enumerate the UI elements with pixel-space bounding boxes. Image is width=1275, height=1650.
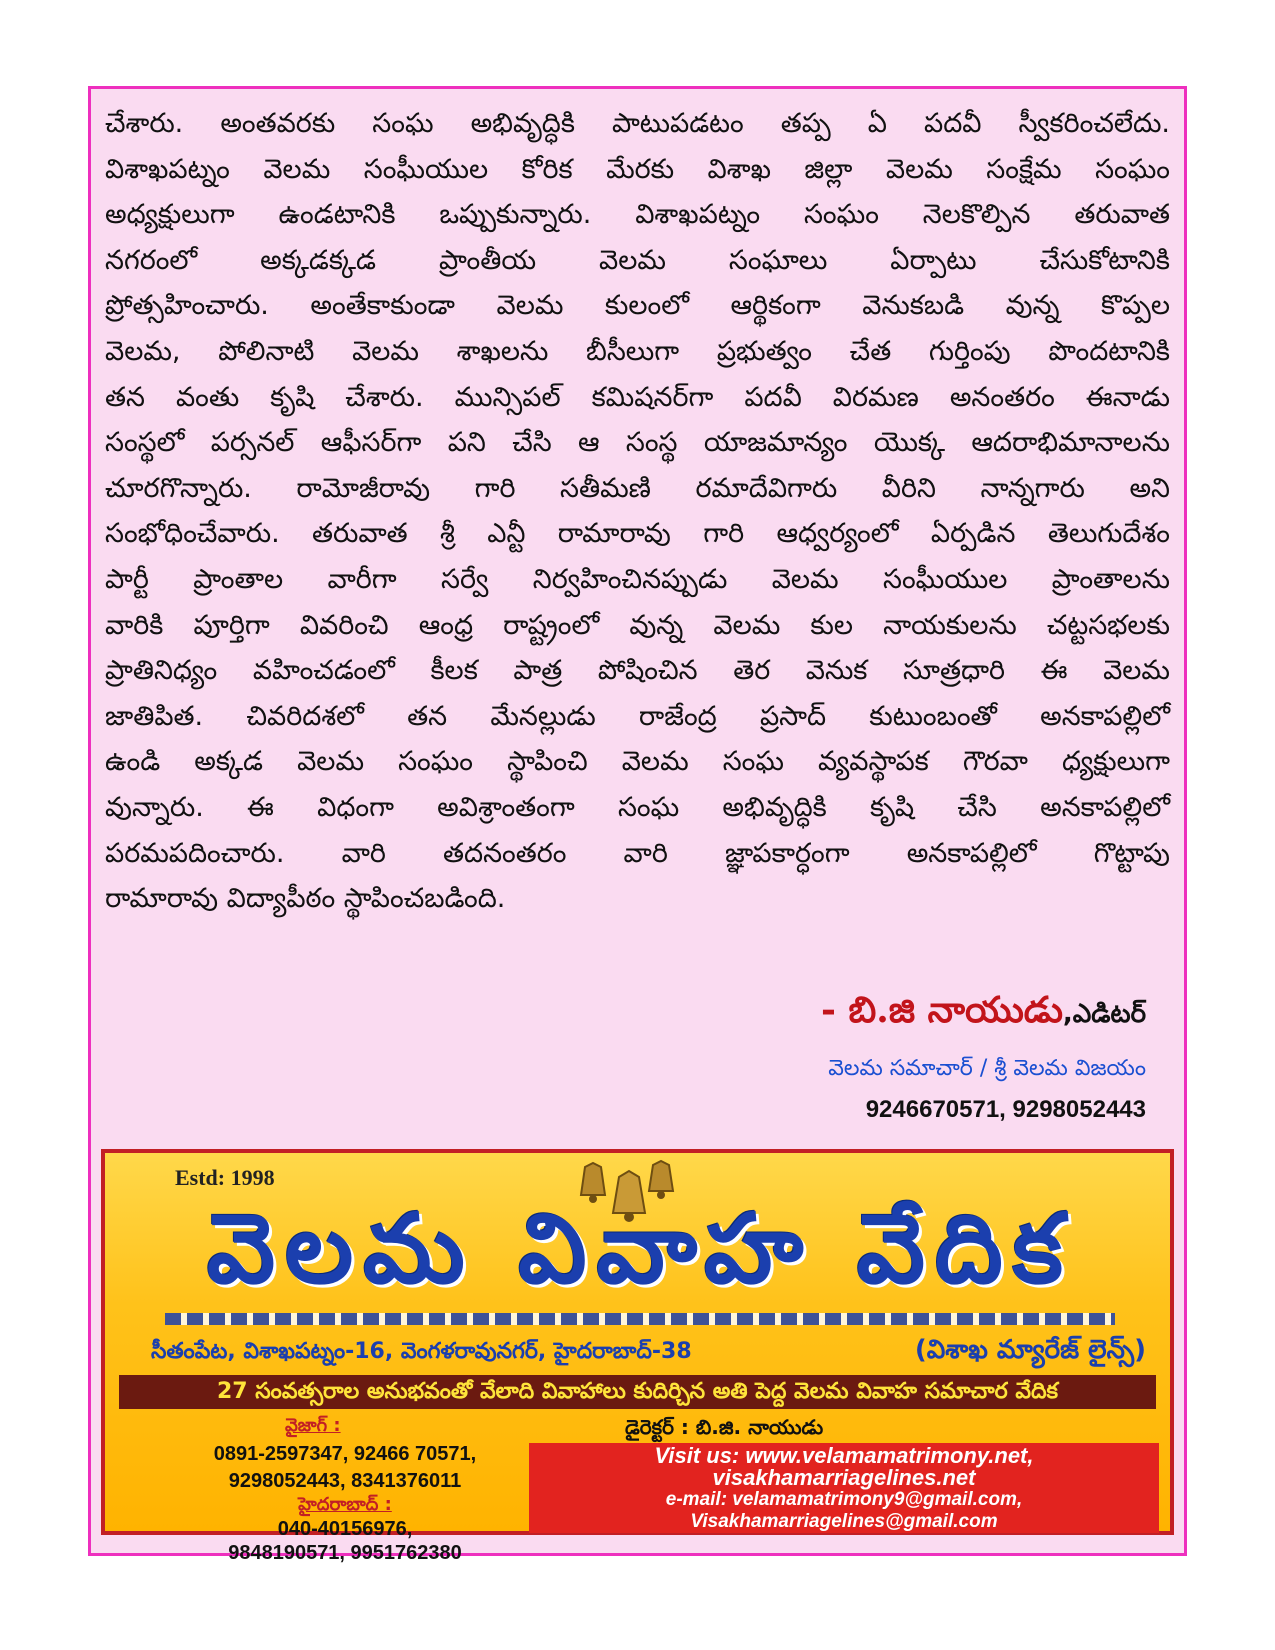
ad-subtitle: (విశాఖ మ్యారేజ్ లైన్స్) xyxy=(914,1335,1146,1365)
ad-vizag-label: వైజాగ్ : xyxy=(285,1415,341,1436)
ad-hyd-phones-line-2: 9848190571, 9951762380 xyxy=(228,1542,462,1564)
ad-contact-box xyxy=(529,1443,1159,1533)
article-line: వెలమ, పోలినాటి వెలమ శాఖలను బీసీలుగా ప్రభుత్వం చేత గుర్తింపు పొందటానికి xyxy=(105,335,1170,367)
ad-vizag-phones-line-2: 9298052443, 8341376011 xyxy=(228,1470,462,1492)
ad-vizag-phones-line-1: 0891-2597347, 92466 70571, xyxy=(213,1443,477,1465)
matrimony-ad-banner xyxy=(101,1149,1174,1564)
ad-address: సీతంపేట, విశాఖపట్నం-16, వెంగళరావునగర్, హైదరాబాద్-38 xyxy=(151,1339,692,1364)
article-line: విశాఖపట్నం వెలమ సంఘీయుల కోరిక మేరకు విశాఖ జిల్లా వెలమ సంక్షేమ సంఘం xyxy=(105,153,1170,185)
ad-title-decoration xyxy=(165,1313,1115,1325)
article-line: ప్రోత్సహించారు. అంతేకాకుండా వెలమ కులంలో ఆర్థికంగా వెనుకబడి వున్న కొప్పల xyxy=(105,290,1170,322)
signature-publications: వెలమ సమాచార్ / శ్రీ వెలమ విజయం xyxy=(828,1056,1146,1081)
ad-website-line-1[interactable]: Visit us: www.velamamatrimony.net, xyxy=(654,1443,1034,1468)
article-line: వున్నారు. ఈ విధంగా అవిశ్రాంతంగా సంఘ అభివృద్ధికి కృషి చేసి అనకాపల్లిలో xyxy=(105,791,1170,823)
article-line: పరమపదించారు. వారి తదనంతరం వారి జ్ఞాపకార్ధంగా అనకాపల్లిలో గొట్టాపు xyxy=(105,837,1170,869)
signature-phones: 9246670571, 9298052443 xyxy=(865,1096,1146,1123)
signature-name: బి.జి నాయుడు xyxy=(848,989,1063,1031)
article-line: సంభోధించేవారు. తరువాత శ్రీ ఎన్టీ రామారావు గారి ఆధ్వర్యంలో ఏర్పడిన తెలుగుదేశం xyxy=(105,518,1170,550)
article-line: వారికి పూర్తిగా వివరించి ఆంధ్ర రాష్ట్రంలో వున్న వెలమ కుల నాయకులను చట్టసభలకు xyxy=(105,609,1170,641)
article-line: పార్టీ ప్రాంతాల వారీగా సర్వే నిర్వహించినప్పుడు వెలమ సంఘీయుల ప్రాంతాలను xyxy=(105,563,1170,595)
article-line: జాతిపిత. చివరిదశలో తన మేనల్లుడు రాజేంద్ర ప్రసాద్ కుటుంబంతో అనకాపల్లిలో xyxy=(105,700,1170,732)
article-line: చూరగొన్నారు. రామోజీరావు గారి సతీమణి రమాదేవిగారు వీరిని నాన్నగారు అని xyxy=(105,472,1170,504)
ad-email-line-1[interactable]: e-mail: velamamatrimony9@gmail.com, xyxy=(665,1489,1023,1510)
article-line: ప్రాతినిధ్యం వహించడంలో కీలక పాత్ర పోషించిన తెర వెనుక సూత్రధారి ఈ వెలమ xyxy=(105,655,1170,687)
ad-title: వెలమ వివాహ వేదిక xyxy=(207,1193,1073,1305)
ad-hyd-phones xyxy=(145,1493,545,1565)
ad-director: డైరెక్టర్ : బి.జి. నాయుడు xyxy=(625,1415,824,1439)
article-line: ఉండి అక్కడ వెలమ సంఘం స్థాపించి వెలమ సంఘ వ్యవస్థాపక గౌరవా ధ్యక్షులుగా xyxy=(105,746,1170,778)
signature-block xyxy=(821,989,1146,1124)
article-line: తన వంతు కృషి చేశారు. మున్సిపల్ కమిషనర్‌గా పదవీ విరమణ అనంతరం ఈనాడు xyxy=(105,381,1170,413)
ad-website-line-2[interactable]: visakhamarriagelines.net xyxy=(712,1465,976,1490)
article-line: నగరంలో అక్కడక్కడ ప్రాంతీయ వెలమ సంఘాలు ఏర్పాటు చేసుకోటానికి xyxy=(105,244,1170,276)
ad-tagline: 27 సంవత్సరాల అనుభవంతో వేలాది వివాహాలు కుదిర్చిన అతి పెద్ద వెలమ వివాహ సమాచార వేదిక xyxy=(119,1375,1156,1409)
article-body xyxy=(105,101,1170,922)
article-line: చేశారు. అంతవరకు సంఘ అభివృద్ధికి పాటుపడటం తప్ప ఏ పదవీ స్వీకరించలేదు. xyxy=(105,108,1170,139)
page-frame xyxy=(88,86,1187,1564)
article-line: అధ్యక్షులుగా ఉండటానికి ఒప్పుకున్నారు. విశాఖపట్నం సంఘం నెలకొల్పిన తరువాత xyxy=(105,199,1170,231)
signature-role: ,ఎడిటర్ xyxy=(1062,999,1146,1029)
ad-hyd-phones-line-1: 040-40156976, xyxy=(277,1518,413,1540)
ad-estd: Estd: 1998 xyxy=(175,1165,275,1190)
ad-hyd-label: హైదరాబాద్ : xyxy=(298,1494,392,1515)
article-line: రామారావు విద్యాపీఠం స్థాపించబడింది. xyxy=(105,883,506,915)
article-line: సంస్థలో పర్సనల్ ఆఫీసర్‌గా పని చేసి ఆ సంస్థ యాజమాన్యం యొక్క ఆదరాభిమానాలను xyxy=(105,427,1170,459)
signature-dash: - xyxy=(821,989,849,1031)
ad-vizag-phones xyxy=(155,1441,535,1495)
ad-email-line-2[interactable]: Visakhamarriagelines@gmail.com xyxy=(690,1511,998,1532)
